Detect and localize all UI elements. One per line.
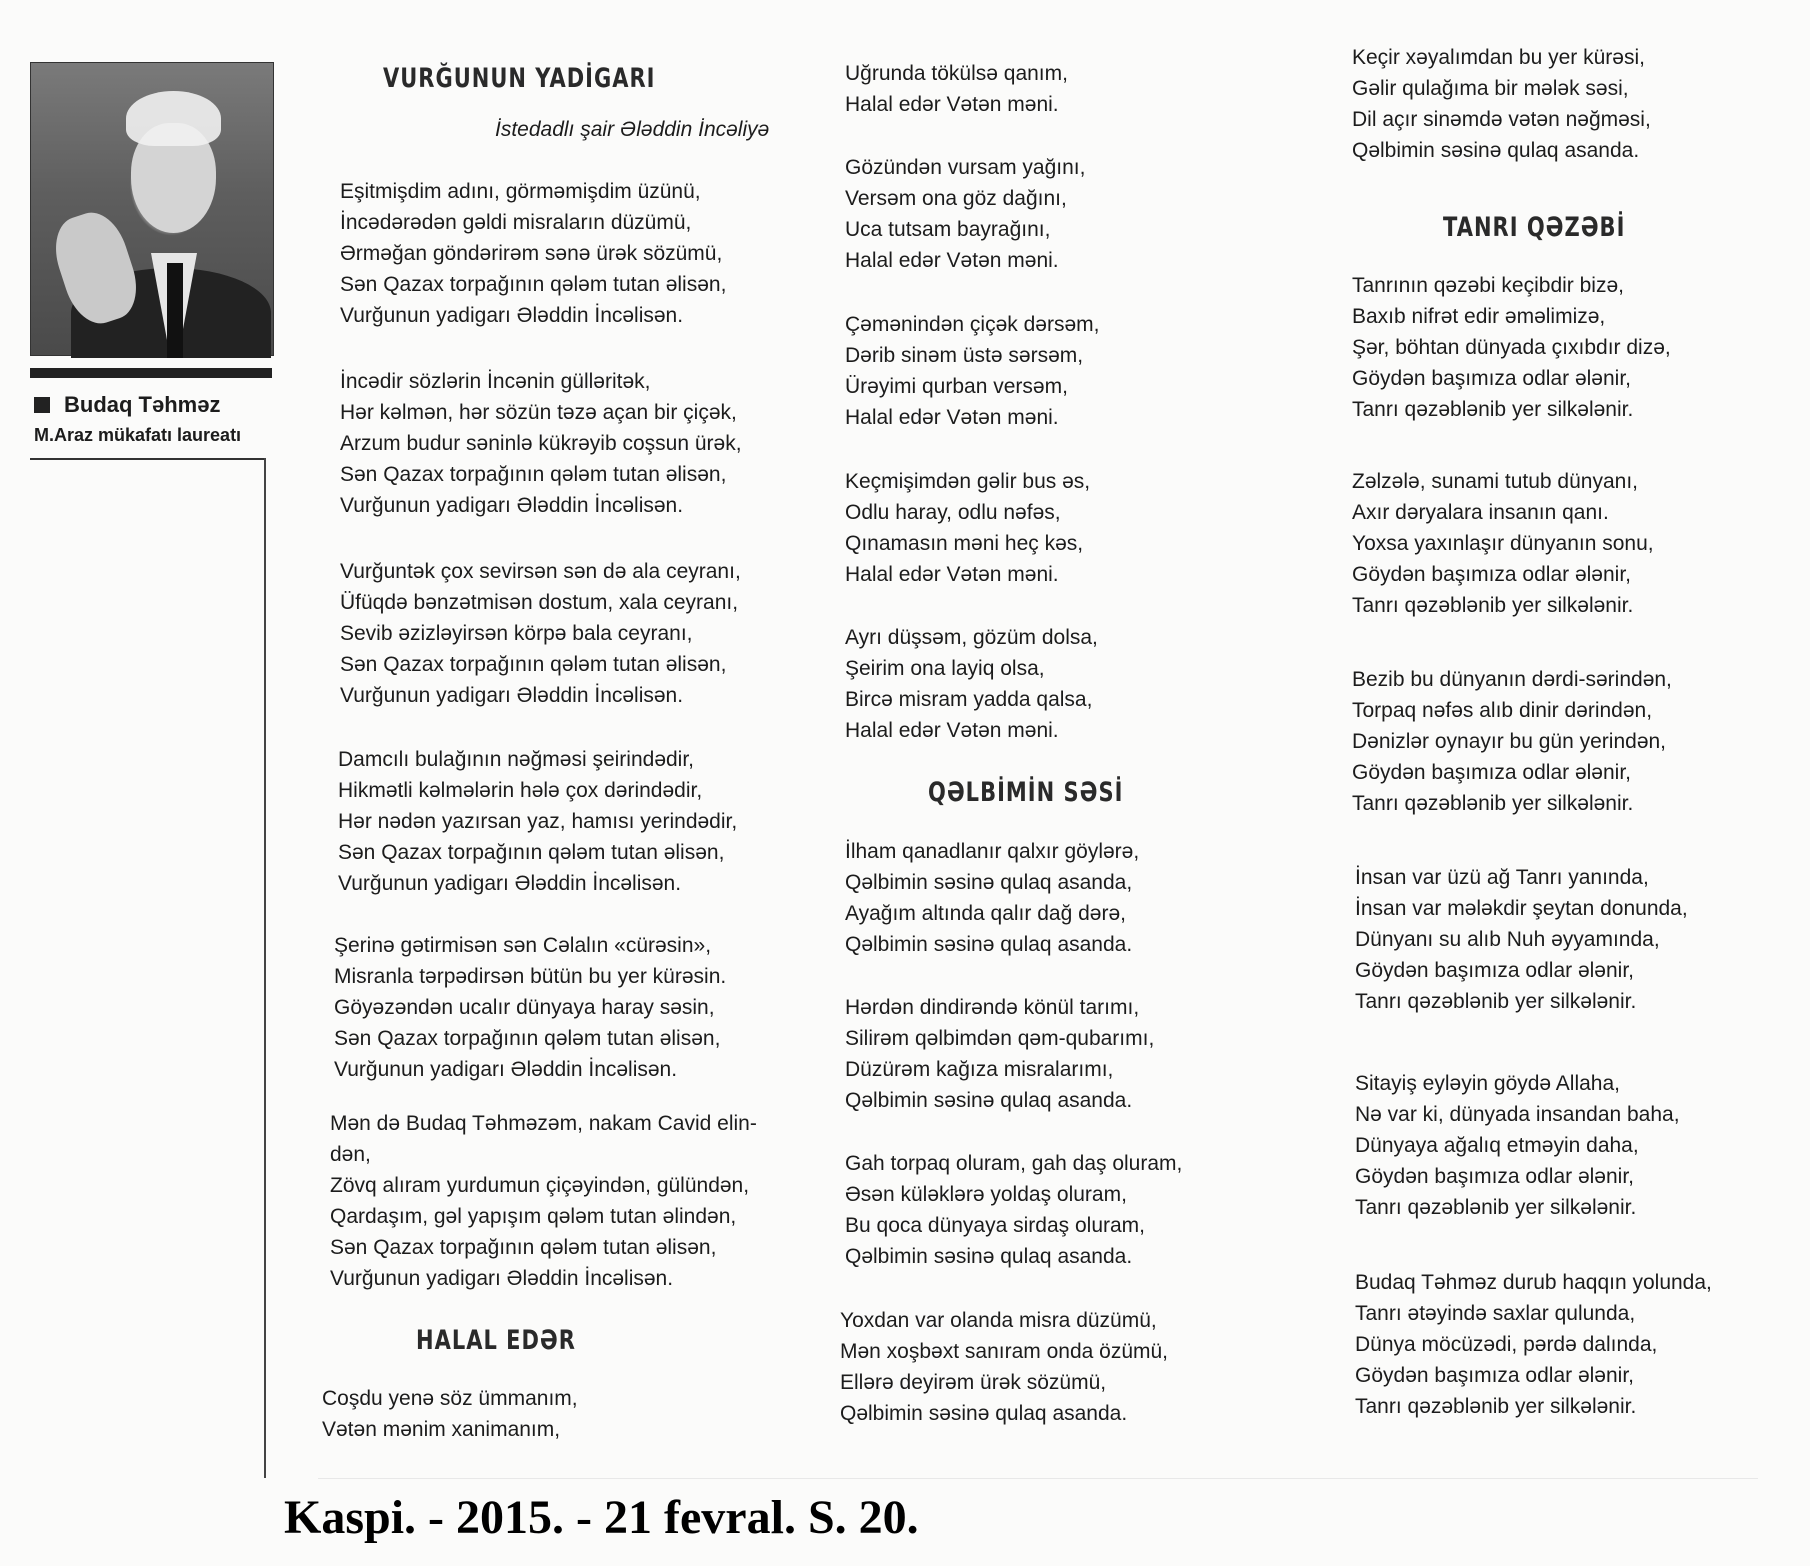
poem3-stanza-1: İlham qanadlanır qalxır göylərə, Qəlbimin səsinə qulaq asanda, Ayağım altında qalır dağ dərə, Qəlbimin səsinə qulaq asanda.	[845, 840, 1140, 956]
poem1-stanza-5: Şerinə gətirmisən sən Cəlalın «cürəsin», Misranla tərpədirsən bütün bu yer kürəsin. Göyəzəndən ucalır dünyaya haray səsin, Sən Qazax torpağının qələm tutan əlisən, Vurğunun yadigarı Ələddin İncəlisən.	[334, 934, 727, 1081]
poem2-stanza-4: Çəmənindən çiçək dərsəm, Dərib sinəm üstə sərsəm, Ürəyimi qurban versəm, Halal edər Vətən məni.	[845, 313, 1100, 429]
poem3-stanza-5: Keçir xəyalımdan bu yer kürəsi, Gəlir qulağıma bir mələk səsi, Dil açır sinəmdə vətən nəğməsi, Qəlbimin səsinə qulaq asanda.	[1352, 46, 1651, 162]
source-citation: Kaspi. - 2015. - 21 fevral. S. 20.	[284, 1491, 919, 1544]
poem1-dedication: İstedadlı şair Ələddin İncəliyə	[495, 118, 770, 141]
author-rule	[30, 368, 272, 378]
poem1-stanza-4: Damcılı bulağının nəğməsi şeirindədir, Hikmətli kəlmələrin hələ çox dərindədir, Hər nədən yazırsan yaz, hamısı yerindədir, Sən Qazax torpağının qələm tutan əlisən, Vurğunun yadigarı Ələddin İncəlisən.	[338, 748, 738, 895]
poem4-stanza-5: Sitayiş eyləyin göydə Allaha, Nə var ki, dünyada insandan baha, Dünyaya ağalıq etməyin daha, Göydən başımıza odlar ələnir, Tanrı qəzəblənib yer silkələnir.	[1355, 1072, 1680, 1219]
square-bullet-icon	[34, 397, 50, 413]
author-award: M.Araz mükafatı laureatı	[34, 425, 242, 445]
poem3-stanza-3: Gah torpaq oluram, gah daş oluram, Əsən küləklərə yoldaş oluram, Bu qoca dünyaya sirdaş oluram, Qəlbimin səsinə qulaq asanda.	[845, 1152, 1183, 1268]
poem4-stanza-3: Bezib bu dünyanın dərdi-sərindən, Torpaq nəfəs alıb dinir dərindən, Dənizlər oynayır bu gün yerindən, Göydən başımıza odlar ələnir, Tanrı qəzəblənib yer silkələnir.	[1352, 668, 1672, 815]
author-photo	[30, 62, 274, 356]
poem1-stanza-2: İncədir sözlərin İncənin gülləritək, Hər kəlmən, hər sözün təzə açan bir çiçək, Arzum budur səninlə kükrəyib coşsun ürək, Sən Qazax torpağının qələm tutan əlisən, Vurğunun yadigarı Ələddin İncəlisən.	[340, 370, 742, 517]
poem2-stanza-3: Gözündən vursam yağını, Versəm ona göz dağını, Uca tutsam bayrağını, Halal edər Vətən məni.	[845, 156, 1086, 272]
poem1-stanza-1: Eşitmişdim adını, görməmişdim üzünü, İncədərədən gəldi misraların düzümü, Ərməğan göndərirəm sənə ürək sözümü, Sən Qazax torpağının qələm tutan əlisən, Vurğunun yadigarı Ələddin İncəlisən.	[340, 180, 727, 327]
poem3-title: QƏLBİMİN SƏSİ	[928, 777, 1124, 807]
poem4-stanza-6: Budaq Təhməz durub haqqın yolunda, Tanrı ətəyində saxlar qulunda, Dünya möcüzədi, pərdə dalında, Göydən başımıza odlar ələnir, Tanrı qəzəblənib yer silkələnir.	[1355, 1271, 1712, 1418]
poem1-title: VURĞUNUN YADİGARI	[383, 63, 656, 93]
poem4-stanza-2: Zəlzələ, sunami tutub dünyanı, Axır dəryalara insanın qanı. Yoxsa yaxınlaşır dünyanın sonu, Göydən başımıza odlar ələnir, Tanrı qəzəblənib yer silkələnir.	[1352, 470, 1654, 617]
column-divider	[264, 458, 266, 1478]
author-name-text: Budaq Təhməz	[64, 392, 221, 417]
poem4-stanza-4: İnsan var üzü ağ Tanrı yanında, İnsan var mələkdir şeytan donunda, Dünyanı su alıb Nuh əyyamında, Göydən başımıza odlar ələnir, Tanrı qəzəblənib yer silkələnir.	[1355, 866, 1688, 1013]
poem2-stanza-6: Ayrı düşsəm, gözüm dolsa, Şeirim ona layiq olsa, Bircə misram yadda qalsa, Halal edər Vətən məni.	[845, 626, 1098, 742]
poem2-stanza-2: Uğrunda tökülsə qanım, Halal edər Vətən məni.	[845, 62, 1068, 116]
bottom-divider	[318, 1478, 1758, 1479]
divider	[30, 458, 266, 460]
poem3-stanza-2: Hərdən dindirəndə könül tarımı, Silirəm qəlbimdən qəm-qubarımı, Düzürəm kağıza misralarımı, Qəlbimin səsinə qulaq asanda.	[845, 996, 1155, 1112]
poem1-stanza-6: Mən də Budaq Təhməzəm, nakam Cavid elin- dən, Zövq alıram yurdumun çiçəyindən, gülündən, Qardaşım, gəl yapışım qələm tutan əlindən, Sən Qazax torpağının qələm tutan əlisən, Vurğunun yadigarı Ələddin İncəlisən.	[330, 1112, 757, 1290]
poem2-stanza-5: Keçmişimdən gəlir bus əs, Odlu haray, odlu nəfəs, Qınamasın məni heç kəs, Halal edər Vətən məni.	[845, 470, 1091, 586]
poem1-stanza-3: Vurğuntək çox sevirsən sən də ala ceyranı, Üfüqdə bənzətmisən dostum, xala ceyranı, Sevib əzizləyirsən körpə bala ceyranı, Sən Qazax torpağının qələm tutan əlisən, Vurğunun yadigarı Ələddin İncəlisən.	[340, 560, 741, 707]
author-name	[34, 392, 220, 418]
poem2-title: HALAL EDƏR	[416, 1325, 576, 1355]
poem2-stanza-1: Coşdu yenə söz ümmanım, Vətən mənim xanimanım,	[322, 1387, 578, 1441]
poem4-title: TANRI QƏZƏBİ	[1443, 212, 1626, 242]
poem3-stanza-4: Yoxdan var olanda misra düzümü, Mən xoşbəxt sanıram onda özümü, Ellərə deyirəm ürək sözümü, Qəlbimin səsinə qulaq asanda.	[840, 1309, 1169, 1425]
poem4-stanza-1: Tanrının qəzəbi keçibdir bizə, Baxıb nifrət edir əməlimizə, Şər, böhtan dünyada çıxıbdır dizə, Göydən başımıza odlar ələnir, Tanrı qəzəblənib yer silkələnir.	[1352, 274, 1671, 421]
